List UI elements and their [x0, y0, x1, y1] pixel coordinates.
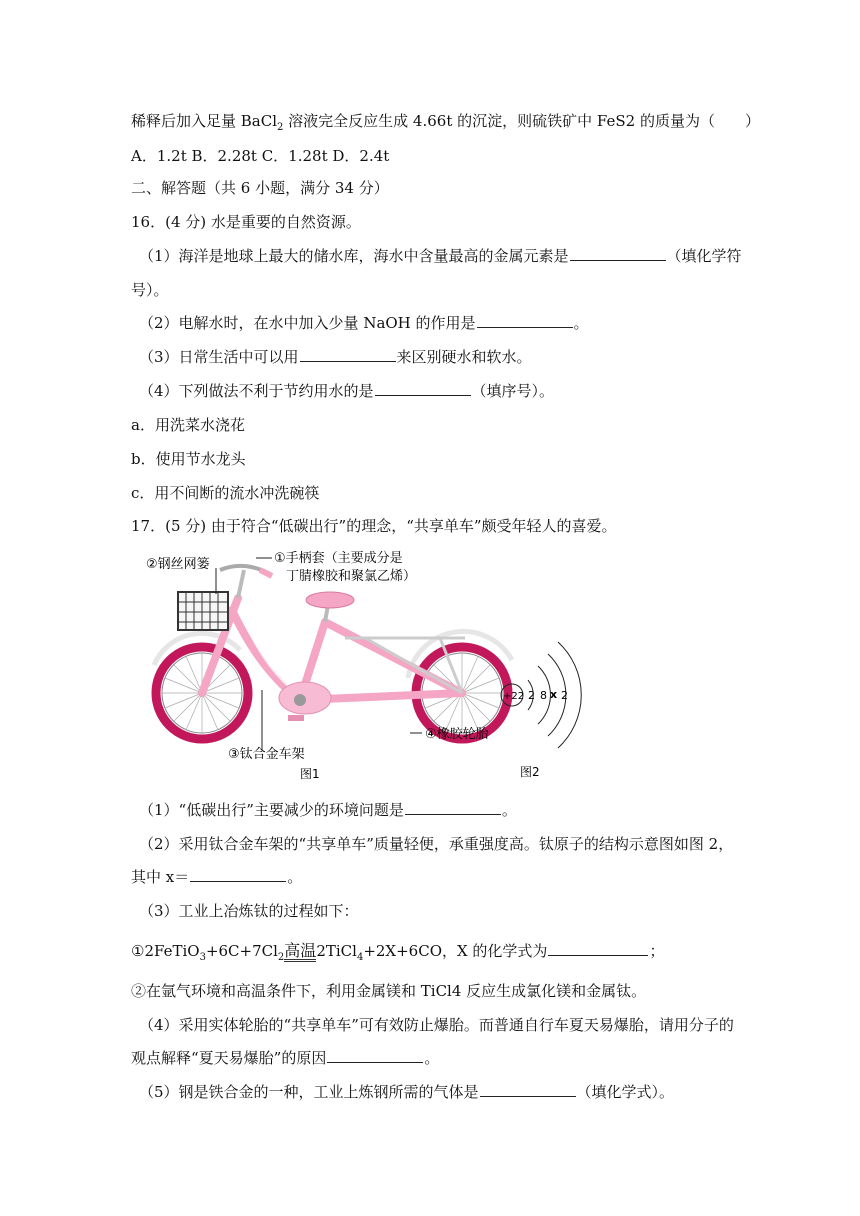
bicycle-figure — [140, 550, 740, 785]
tire-label: ④橡胶轮胎 — [425, 727, 489, 742]
handle-label-line1: ①手柄套（主要成分是 — [274, 551, 403, 566]
q17-equation — [131, 941, 664, 968]
q16-part1 — [139, 246, 742, 266]
q15-text-b: 溶液完全反应生成 4.66t 的沉淀，则硫铁矿中 FeS2 的质量为（ ） — [283, 112, 760, 130]
q16-part4-text: （4）下列做法不利于节约用水的是 — [139, 382, 374, 400]
q16-option-c: c．用不间断的流水冲洗碗筷 — [131, 484, 320, 502]
frame-label: ③钛合金车架 — [228, 747, 305, 762]
eq-sub-2: 2 — [277, 952, 285, 963]
q16-part1-cont: 号）。 — [131, 281, 169, 299]
q17-part4-cont — [131, 1048, 439, 1068]
q15-text-a: 稀释后加入足量 BaCl — [131, 112, 278, 130]
eq-part-d: +2X+6CO，X 的化学式为 — [363, 942, 548, 960]
q17-part5 — [139, 1082, 674, 1102]
basket-label: ②钢丝网篓 — [146, 557, 210, 572]
eq-part-b: +6C+7Cl — [205, 942, 278, 960]
answer-blank[interactable] — [548, 941, 648, 956]
q17-part1 — [139, 800, 517, 820]
shell-3-count: x — [550, 688, 558, 701]
q16-part3 — [139, 347, 532, 367]
section-heading: 二、解答题（共 6 小题，满分 34 分） — [131, 179, 389, 197]
q17-part1-text: （1）“低碳出行”主要减少的环境问题是 — [139, 801, 404, 819]
eq-sub-1: 3 — [199, 952, 206, 963]
q16-part1-text-b: （填化学符 — [666, 247, 742, 265]
q17-part1-end: 。 — [501, 801, 517, 819]
q15-options: A．1.2t B．2.28t C．1.28t D．2.4t — [131, 147, 390, 165]
nucleus-charge: +22 — [503, 691, 525, 702]
q17-part5-end: （填化学式）。 — [576, 1083, 675, 1101]
q17-part2-text: 其中 x＝ — [131, 868, 190, 886]
q16-part2 — [139, 313, 589, 333]
q17-part4: （4）采用实体轮胎的“共享单车”可有效防止爆胎。而普通自行车夏天易爆胎，请用分子的 — [139, 1016, 734, 1034]
figure-1-caption: 图1 — [300, 767, 320, 781]
figure-2-caption: 图2 — [520, 765, 540, 779]
q16-head: 16．(4 分) 水是重要的自然资源。 — [131, 213, 361, 231]
shell-2-count: 8 — [540, 689, 547, 702]
q17-part2: （2）采用钛合金车架的“共享单车”质量轻便，承重强度高。钛原子的结构示意图如图 2， — [139, 835, 734, 853]
shell-1-count: 2 — [528, 689, 535, 702]
basket-icon — [178, 592, 228, 630]
eq-sub-3: 4 — [356, 952, 364, 963]
q17-part4-text: 观点解释“夏天易爆胎”的原因 — [131, 1049, 327, 1067]
bicycle-image — [154, 566, 512, 739]
answer-blank[interactable] — [375, 381, 471, 396]
q17-part3: （3）工业上冶炼钛的过程如下： — [139, 902, 359, 920]
eq-condition: 高温 — [284, 941, 317, 960]
q17-step2: ②在氩气环境和高温条件下，利用金属镁和 TiCl4 反应生成氯化镁和金属钛。 — [131, 982, 647, 1000]
answer-blank[interactable] — [327, 1048, 423, 1063]
q16-part2-end: 。 — [573, 314, 589, 332]
eq-part-e: ； — [649, 942, 665, 960]
answer-blank[interactable] — [480, 1082, 576, 1097]
q17-part4-end: 。 — [424, 1049, 440, 1067]
q17-head: 17．(5 分) 由于符合“低碳出行”的理念，“共享单车”颇受年轻人的喜爱。 — [131, 517, 617, 535]
q16-part3-text: （3）日常生活中可以用 — [139, 348, 299, 366]
q16-option-a: a．用洗菜水浇花 — [131, 416, 245, 434]
answer-blank[interactable] — [190, 867, 286, 882]
q16-part4 — [139, 381, 554, 401]
shell-4-count: 2 — [561, 689, 568, 702]
q16-part3-text-b: 来区别硬水和软水。 — [396, 348, 532, 366]
answer-blank[interactable] — [300, 347, 396, 362]
q17-part2-end: 。 — [287, 868, 303, 886]
q15-stem — [131, 111, 760, 138]
answer-blank[interactable] — [477, 313, 573, 328]
q16-part1-text: （1）海洋是地球上最大的储水库，海水中含量最高的金属元素是 — [139, 247, 569, 265]
q16-part2-text: （2）电解水时，在水中加入少量 NaOH 的作用是 — [139, 314, 476, 332]
eq-part-c: 2TiCl — [316, 942, 357, 960]
answer-blank[interactable] — [405, 800, 501, 815]
q17-part5-text: （5）钢是铁合金的一种，工业上炼钢所需的气体是 — [139, 1083, 479, 1101]
handle-label-line2: 丁腈橡胶和聚氯乙烯） — [286, 569, 417, 584]
q16-part4-text-b: （填序号）。 — [471, 382, 555, 400]
q17-part2-cont — [131, 867, 302, 887]
answer-blank[interactable] — [570, 246, 666, 261]
q16-option-b: b．使用节水龙头 — [131, 450, 246, 468]
q15-sub: 2 — [277, 122, 284, 133]
eq-part-a: ①2FeTiO — [131, 942, 200, 960]
